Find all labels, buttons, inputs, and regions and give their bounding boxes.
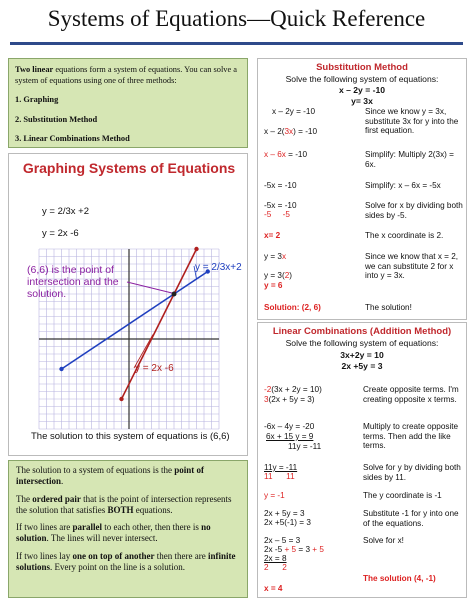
method-1: 1. Graphing [15,95,59,104]
lin-step1-line2: 3(2x + 5y = 3) [264,395,315,404]
series-endpoint [194,247,198,251]
sub-step6-line2: y = 3(2) [264,271,293,280]
intro-rest: equations form a system of equations. You can solve a system of equations using one of three methods: [15,65,237,85]
method-2: 2. Substitution Method [15,114,98,124]
sub-step2-note: Simplify: Multiply 2(3x) = 6x. [365,150,454,169]
linear-title: Linear Combinations (Addition Method) [272,326,452,337]
solution-note: The solution to this system of equations is (6,6) [31,431,230,442]
intro-text [15,65,241,86]
substitution-intro: Solve the following system of equations: [285,74,439,84]
linear-intro: Solve the following system of equations: [285,338,439,348]
sub-system-2: y= 3x [351,96,373,106]
lin-step6-note: Solve for x! [363,536,404,545]
graph-eq1: y = 2/3x +2 [42,206,90,217]
graph-chart [9,154,247,454]
lin-step3-note: Solve for y by dividing both sides by 11. [363,463,461,482]
sub-step6-note: Since we know that x = 2, we can substitute 2 for x into y = 3x. [365,252,459,281]
lin-step4-note: The y coordinate is -1 [363,491,442,500]
summary-p1: The solution to a system of equations is the point of intersection. [16,465,204,487]
sub-step1-line2: x – 2(3x) = -10 [264,127,318,136]
sub-step1-line1: x – 2y = -10 [272,107,316,116]
sub-step3-line: -5x = -10 [264,181,297,190]
series-label-1: y = 2/3x+2 [195,262,242,273]
sub-step6-line3: y = 6 [264,281,283,290]
graph-eq2: y = 2x -6 [42,228,79,239]
intersection-point [172,292,177,297]
title-rule [10,42,463,45]
sub-step5-note: The x coordinate is 2. [365,231,444,240]
lin-step1-line1: -2(3x + 2y = 10) [264,385,322,394]
lin-step2-note: Multiply to create opposite terms. Then add the like terms. [363,422,459,451]
summary-p3: If two lines are parallel to each other, then there is no solution. The lines will never intersect. [16,522,211,544]
summary-p4: If two lines lay one on top of another then there are infinite solutions. Every point on the line is a solution. [16,550,236,573]
lin-step2-line2: 6x + 15 y = 9 [266,432,314,441]
lin-step5-note: Substitute -1 for y into one of the equations. [363,509,459,528]
lin-step2-line3: 11y = -11 [288,442,322,451]
sub-step4-line2: -5 -5 [264,210,290,219]
series-endpoint [59,367,63,371]
sub-step1-note: Since we know y = 3x, substitute 3x for y into the first equation. [365,107,459,136]
summary-box [8,460,248,598]
summary-p2: The ordered pair that is the point of intersection represents the solution that satisfies BOTH equations. [16,493,232,515]
sub-step2-line: x – 6x = -10 [264,150,308,159]
lin-step3-line1: 11y = -11 [264,463,298,472]
intersection-note: (6,6) is the point of intersection and the solution. [27,264,119,300]
lin-system-1: 3x+2y = 10 [340,350,384,360]
substitution-card [257,58,467,320]
lin-step5-line2: 2x +5(-1) = 3 [264,518,311,527]
sub-step4-line1: -5x = -10 [264,201,297,210]
lin-solution-x: x = 4 [264,584,283,593]
linear-combinations-card [257,322,467,598]
lin-step6-line1: 2x – 5 = 3 [264,536,301,545]
sub-step6-line1: y = 3x [264,252,287,261]
lin-step2-line1: -6x – 4y = -20 [264,422,315,431]
sub-solution-note: The solution! [365,303,412,312]
lin-step3-line2: 11 11 [264,472,295,481]
intro-box [8,58,248,148]
sub-step3-note: Simplify: x – 6x = -5x [365,181,441,190]
series-label-2: y = 2x -6 [135,363,174,374]
sub-step4-note: Solve for x by dividing both sides by -5. [365,201,463,220]
sub-system-1: x – 2y = -10 [338,85,386,95]
lin-step6-line2: 2x -5 + 5 = 3 + 5 [264,545,324,554]
sub-step5-line: x= 2 [264,231,281,240]
series-endpoint [119,397,123,401]
method-3: 3. Linear Combinations Method [15,134,130,143]
lin-solution-note: The solution (4, -1) [363,574,436,583]
substitution-title: Substitution Method [316,62,408,73]
graphing-title: Graphing Systems of Equations [22,160,236,176]
lin-system-2: 2x +5y = 3 [341,361,383,371]
intro-lead: Two linear [15,65,54,74]
sub-solution: Solution: (2, 6) [264,303,321,312]
graphing-card [8,153,248,456]
lin-step4-line: y = -1 [264,491,285,500]
lin-step1-note: Create opposite terms. I'm creating opposite x terms. [363,385,459,404]
lin-step6-line4: 2 2 [264,563,287,572]
lin-step5-line1: 2x + 5y = 3 [264,509,305,518]
page-title: Systems of Equations—Quick Reference [47,6,426,31]
lin-step6-line3: 2x = 8 [264,554,287,563]
